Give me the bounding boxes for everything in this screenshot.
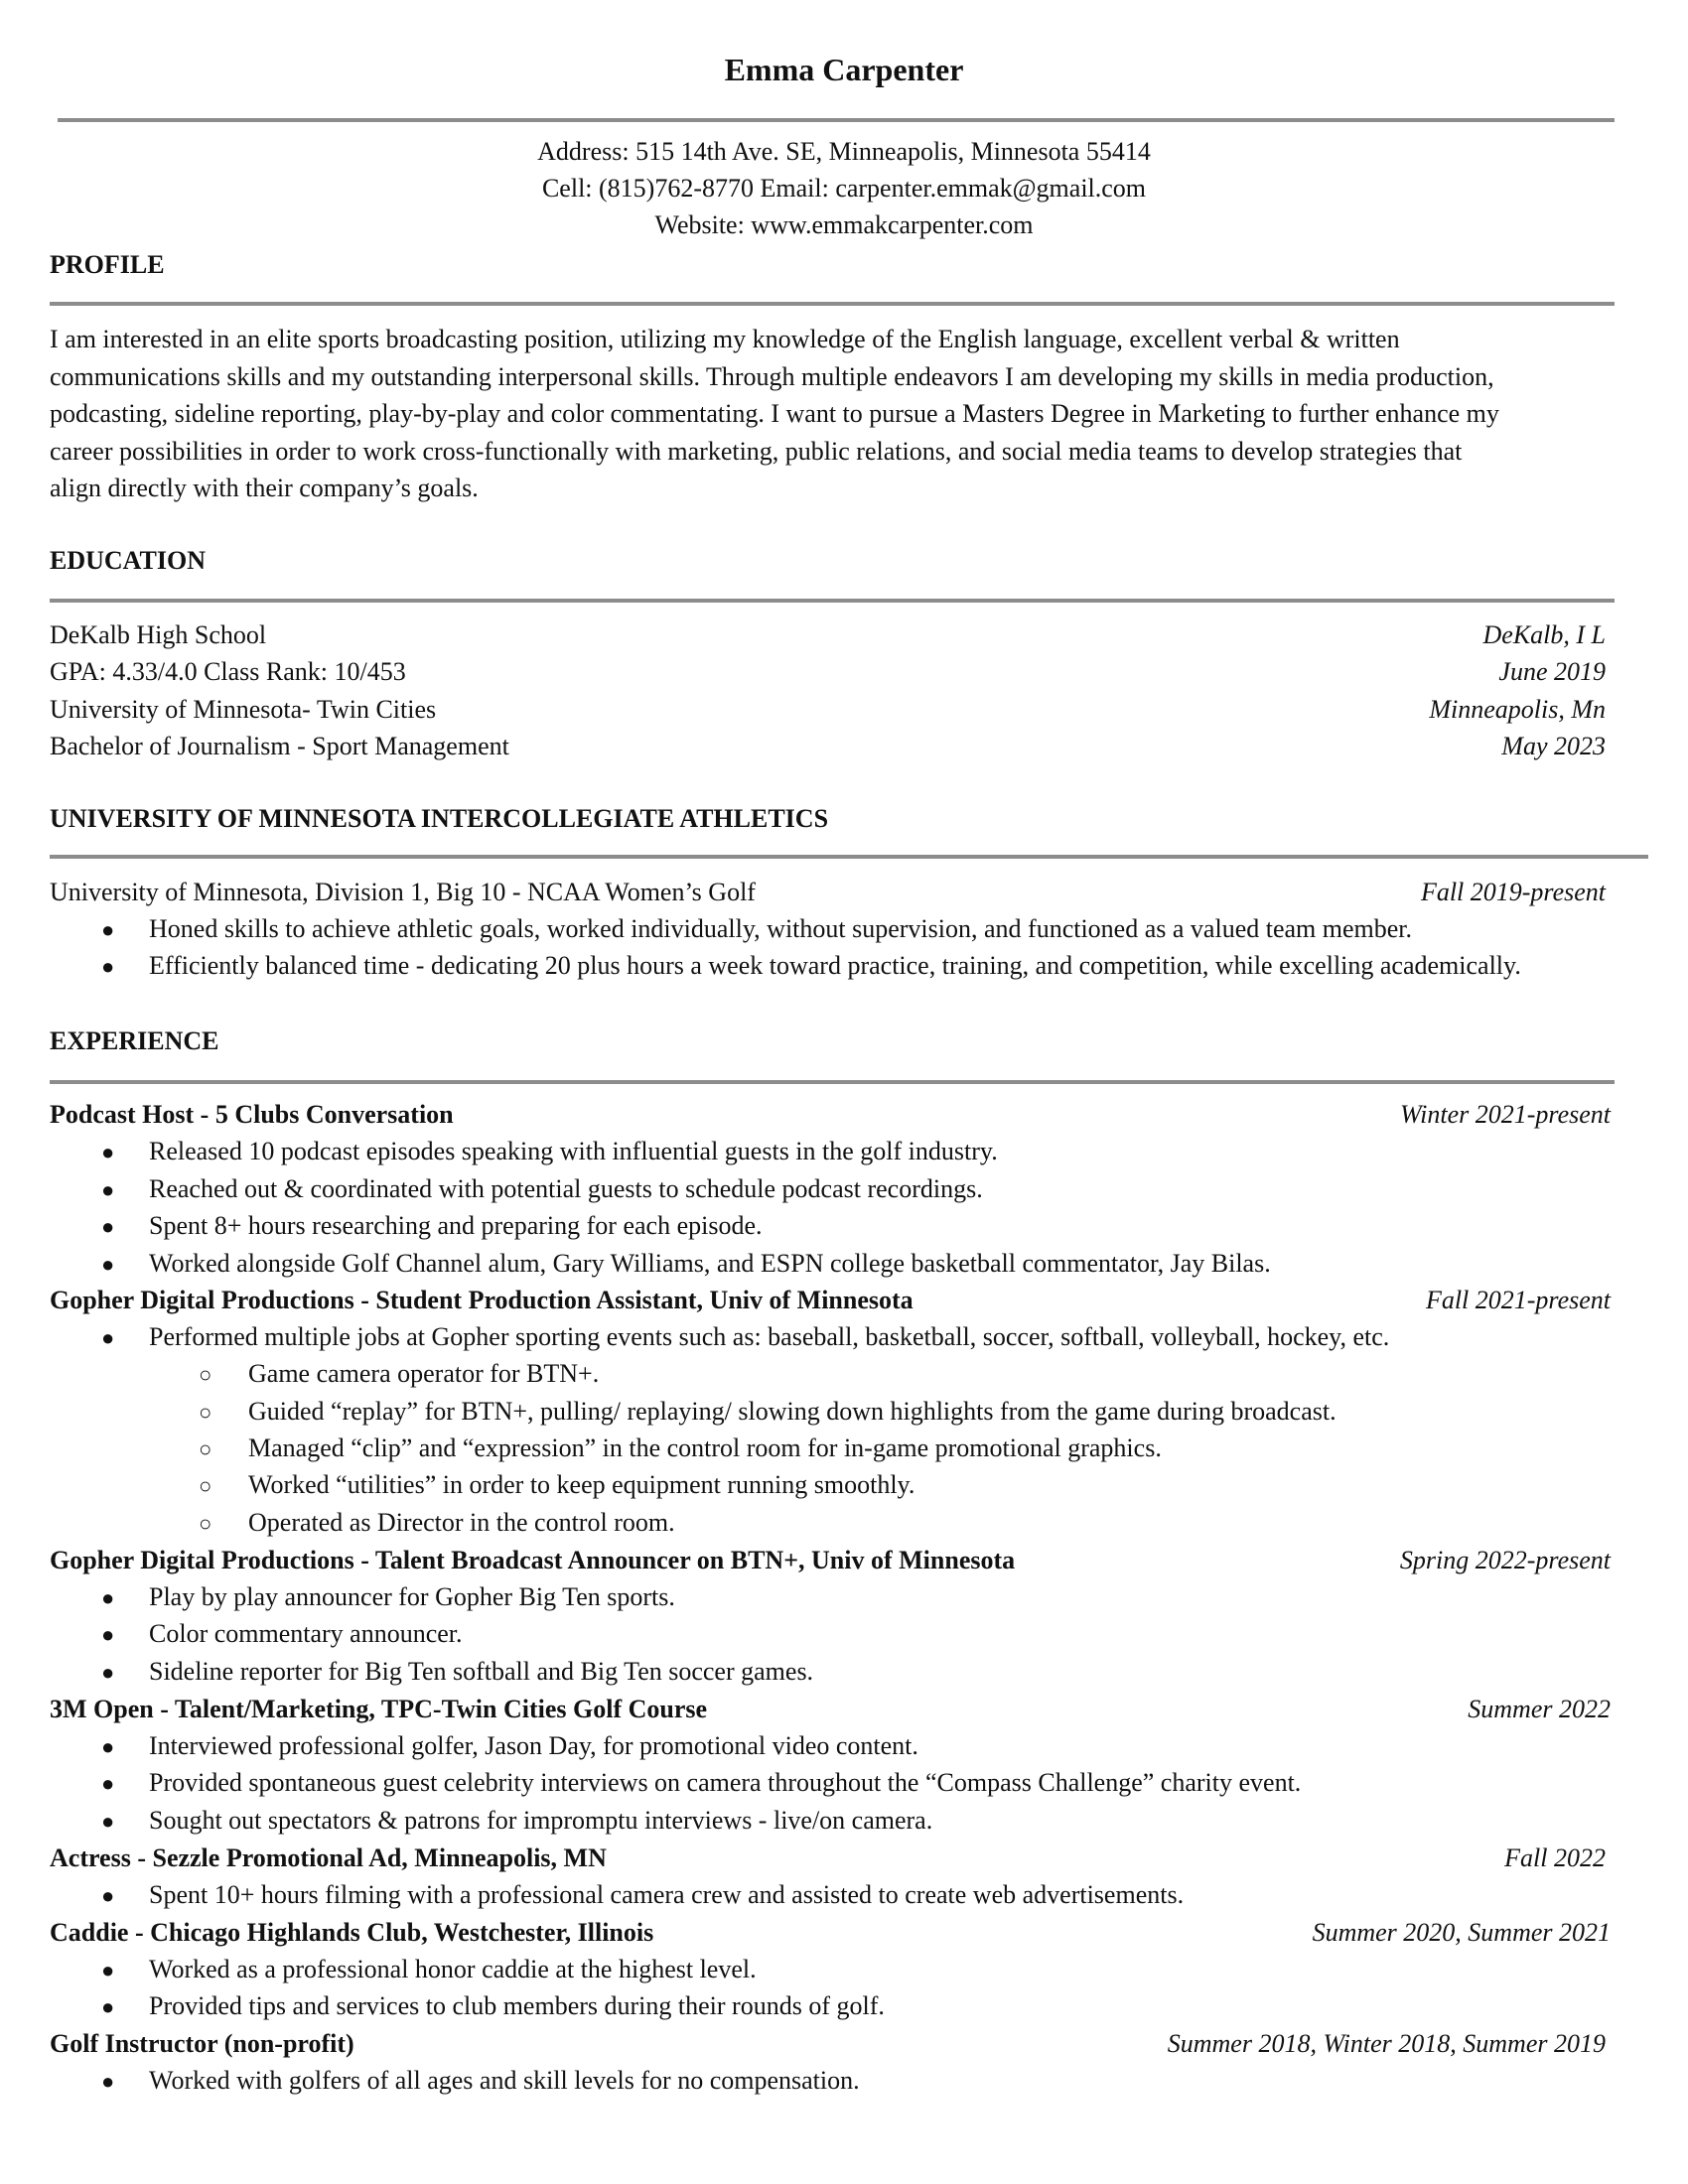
job-bullet: Provided spontaneous guest celebrity interviews on camera throughout the “Compass Challenge” charity event.: [149, 1768, 1302, 1797]
athletics-date: Fall 2019-present: [1420, 878, 1606, 906]
contact-phone-email: Cell: (815)762-8770 Email: carpenter.emmak@gmail.com: [541, 174, 1147, 203]
bullet-icon: ●: [101, 1771, 115, 1796]
sub-bullet-icon: ○: [199, 1362, 212, 1387]
job-bullet: Spent 10+ hours filming with a professional camera crew and assisted to create web advertisements.: [149, 1880, 1185, 1909]
education-divider: [50, 599, 1615, 603]
header-divider: [58, 118, 1615, 122]
education-university-location: Minneapolis, Mn: [1429, 695, 1606, 724]
job-bullet: Play by play announcer for Gopher Big Ten sports.: [149, 1582, 675, 1611]
bullet-icon: ●: [101, 1585, 115, 1610]
job-title: Gopher Digital Productions - Student Production Assistant, Univ of Minnesota: [50, 1286, 914, 1314]
education-university: University of Minnesota- Twin Cities: [50, 695, 437, 724]
bullet-icon: ●: [101, 1660, 115, 1685]
bullet-icon: ●: [101, 1140, 115, 1164]
profile-line: communications skills and my outstanding interpersonal skills. Through multiple endeavors I am developing my skills in media production,: [50, 361, 1494, 391]
job-bullet: Provided tips and services to club members during their rounds of golf.: [149, 1991, 885, 2020]
job-bullet: Sideline reporter for Big Ten softball and Big Ten soccer games.: [149, 1657, 814, 1686]
profile-line: I am interested in an elite sports broadcasting position, utilizing my knowledge of the English language, excellent verbal & written: [50, 325, 1400, 353]
job-bullet: Interviewed professional golfer, Jason Day, for promotional video content.: [149, 1731, 918, 1760]
athletics-divider: [50, 855, 1648, 859]
job-bullet: Sought out spectators & patrons for impromptu interviews - live/on camera.: [149, 1806, 933, 1835]
bullet-icon: ●: [101, 1883, 115, 1908]
education-heading: EDUCATION: [50, 546, 206, 575]
job-title: Actress - Sezzle Promotional Ad, Minneapolis, MN: [50, 1843, 607, 1872]
education-gpa-date: June 2019: [1498, 657, 1606, 686]
profile-heading: PROFILE: [50, 250, 165, 279]
bullet-icon: ●: [101, 1958, 115, 1982]
athletics-bullet: Honed skills to achieve athletic goals, worked individually, without supervision, and functioned as a valued team member.: [149, 914, 1413, 943]
education-school: DeKalb High School: [50, 620, 267, 649]
athletics-bullet: Efficiently balanced time - dedicating 20 plus hours a week toward practice, training, and competition, while excelling academically.: [149, 951, 1521, 980]
experience-divider: [50, 1080, 1615, 1084]
bullet-icon: ●: [101, 1252, 115, 1277]
job-title: Golf Instructor (non-profit): [50, 2029, 354, 2058]
profile-line: podcasting, sideline reporting, play-by-play and color commentating. I want to pursue a Masters Degree in Marketing to further enhance my: [50, 399, 1499, 428]
resume-name: Emma Carpenter: [724, 52, 964, 87]
job-bullet: Worked alongside Golf Channel alum, Gary Williams, and ESPN college basketball commentator, Jay Bilas.: [149, 1249, 1271, 1278]
bullet-icon: ●: [101, 1177, 115, 1202]
bullet-icon: ●: [101, 1809, 115, 1834]
job-bullet: Worked as a professional honor caddie at the highest level.: [149, 1955, 757, 1983]
profile-line: align directly with their company’s goals.: [50, 474, 479, 502]
athletics-program: University of Minnesota, Division 1, Big 10 - NCAA Women’s Golf: [50, 878, 756, 906]
job-bullet: Released 10 podcast episodes speaking with influential guests in the golf industry.: [149, 1137, 998, 1165]
education-degree-date: May 2023: [1501, 732, 1606, 760]
bullet-icon: ●: [101, 1622, 115, 1647]
athletics-heading: UNIVERSITY OF MINNESOTA INTERCOLLEGIATE ATHLETICS: [50, 804, 829, 833]
sub-bullet-icon: ○: [199, 1400, 212, 1425]
sub-bullet-icon: ○: [199, 1436, 212, 1461]
job-date: Fall 2022: [1504, 1843, 1606, 1872]
job-sub-bullet: Operated as Director in the control room.: [248, 1508, 675, 1537]
job-bullet: Performed multiple jobs at Gopher sporting events such as: baseball, basketball, soccer, softball, volleyball, hockey, etc.: [149, 1322, 1390, 1351]
job-sub-bullet: Game camera operator for BTN+.: [248, 1359, 600, 1388]
experience-heading: EXPERIENCE: [50, 1026, 219, 1055]
job-bullet: Worked with golfers of all ages and skill levels for no compensation.: [149, 2066, 860, 2095]
job-title: Caddie - Chicago Highlands Club, Westchester, Illinois: [50, 1918, 654, 1947]
job-date: Winter 2021-present: [1399, 1100, 1611, 1129]
bullet-icon: ●: [101, 1994, 115, 2019]
bullet-icon: ●: [101, 1214, 115, 1239]
job-title: Podcast Host - 5 Clubs Conversation: [50, 1100, 454, 1129]
profile-text: [50, 321, 1638, 507]
bullet-icon: ●: [101, 954, 115, 979]
job-date: Summer 2020, Summer 2021: [1312, 1918, 1611, 1947]
education-gpa: GPA: 4.33/4.0 Class Rank: 10/453: [50, 657, 406, 686]
education-degree: Bachelor of Journalism - Sport Management: [50, 732, 509, 760]
contact-address: Address: 515 14th Ave. SE, Minneapolis, Minnesota 55414: [537, 137, 1151, 166]
job-title: 3M Open - Talent/Marketing, TPC-Twin Cities Golf Course: [50, 1695, 708, 1723]
job-sub-bullet: Guided “replay” for BTN+, pulling/ replaying/ slowing down highlights from the game during broadcast.: [248, 1397, 1336, 1426]
job-date: Summer 2022: [1468, 1695, 1611, 1723]
bullet-icon: ●: [101, 2069, 115, 2094]
job-date: Fall 2021-present: [1425, 1286, 1611, 1314]
education-school-location: DeKalb, I L: [1482, 620, 1606, 649]
profile-divider: [50, 302, 1615, 306]
bullet-icon: ●: [101, 917, 115, 942]
sub-bullet-icon: ○: [199, 1511, 212, 1536]
job-bullet: Reached out & coordinated with potential guests to schedule podcast recordings.: [149, 1174, 983, 1203]
profile-line: career possibilities in order to work cross-functionally with marketing, public relations, and social media teams to develop strategies that: [50, 436, 1463, 466]
job-bullet: Spent 8+ hours researching and preparing for each episode.: [149, 1211, 763, 1240]
job-sub-bullet: Managed “clip” and “expression” in the control room for in-game promotional graphics.: [248, 1433, 1162, 1462]
job-bullet: Color commentary announcer.: [149, 1619, 463, 1648]
bullet-icon: ●: [101, 1325, 115, 1350]
job-title: Gopher Digital Productions - Talent Broadcast Announcer on BTN+, Univ of Minnesota: [50, 1546, 1016, 1574]
contact-website: Website: www.emmakcarpenter.com: [654, 210, 1034, 239]
job-date: Summer 2018, Winter 2018, Summer 2019: [1167, 2029, 1606, 2058]
bullet-icon: ●: [101, 1734, 115, 1759]
sub-bullet-icon: ○: [199, 1473, 212, 1498]
job-sub-bullet: Worked “utilities” in order to keep equipment running smoothly.: [248, 1470, 915, 1499]
job-date: Spring 2022-present: [1399, 1546, 1611, 1574]
